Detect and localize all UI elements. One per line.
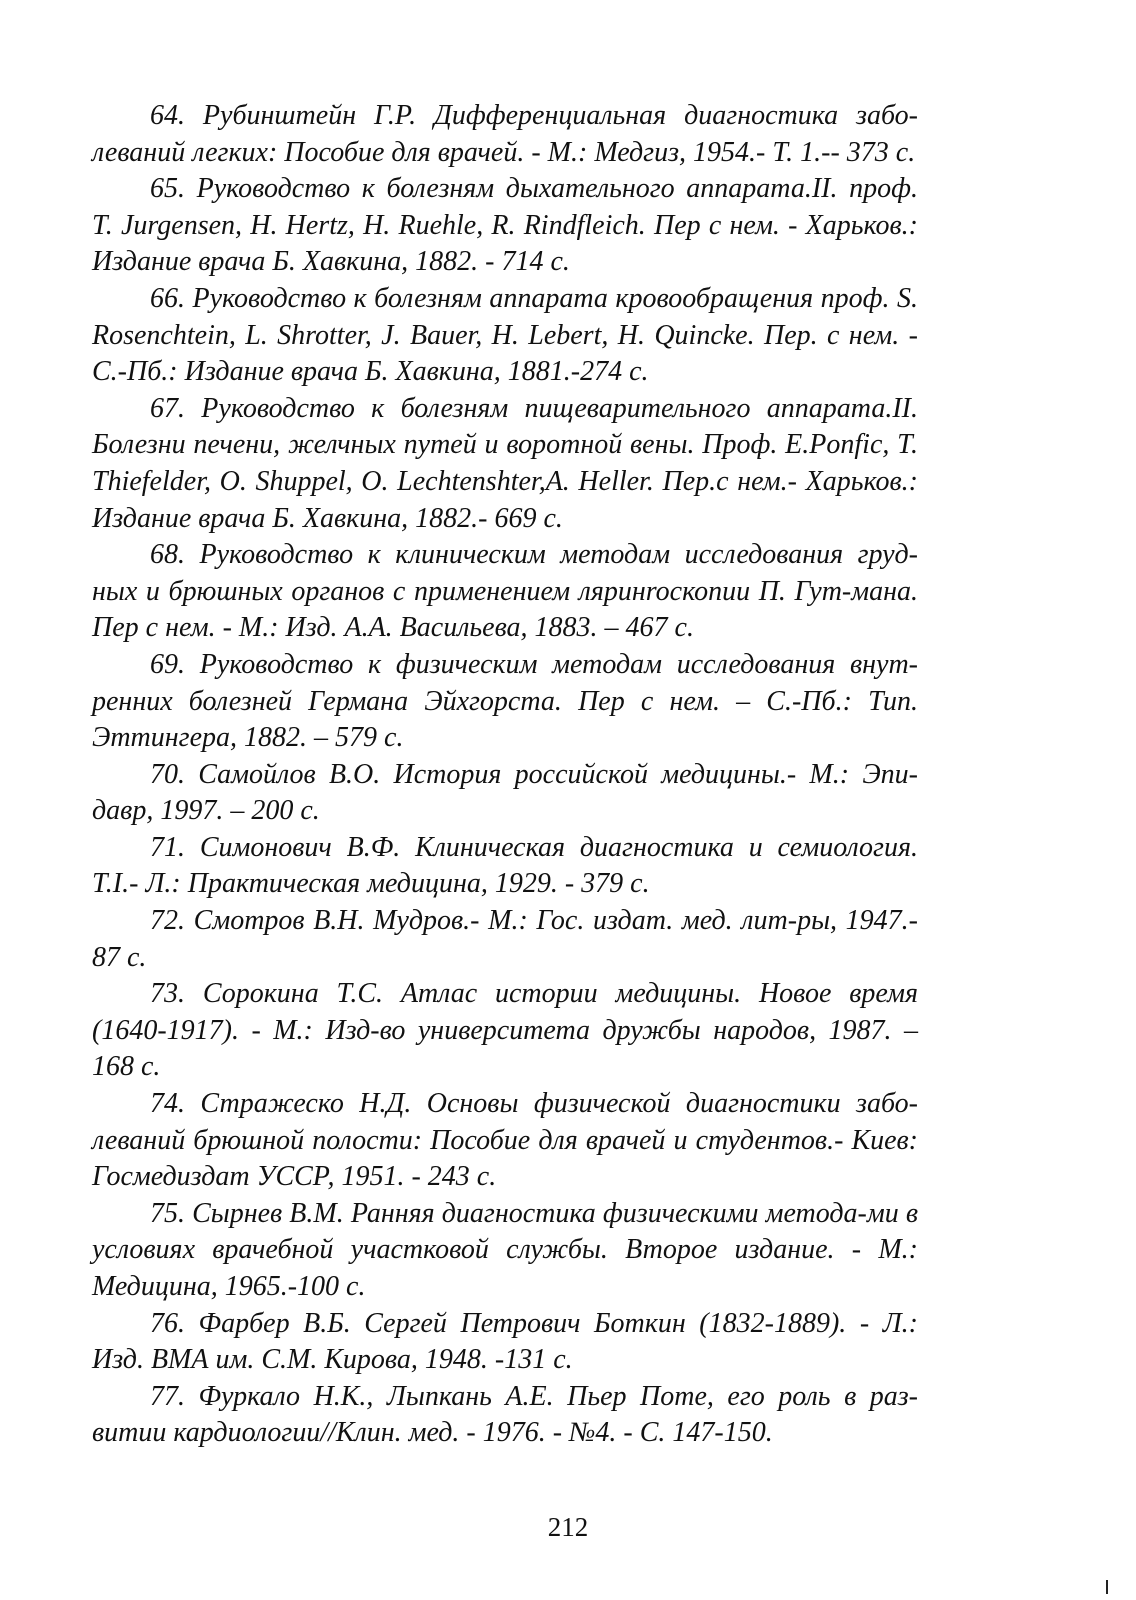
reference-66: 66. Руководство к болезням аппарата кровообращения проф. S. Rosenchtein, L. Shrotter, J. Bauer, Н. Lebert, Н. Quincke. Пер. с нем. - С.-Пб.: Издание врача Б. Хавкина, 1881.-274 с. — [92, 282, 918, 388]
reference-65: 65. Руководство к болезням дыхательного аппарата.II. проф. Т. Jurgensen, Н. Hertz, Н. Ruehle, R. Rindfleich. Пер с нем. - Харьков.: Издание врача Б. Хавкина, 1882. - 714 с. — [92, 173, 918, 278]
reference-73: 73. Сорокина Т.С. Атлас истории медицины. Новое время (1640-1917). - М.: Изд-во университета дружбы народов, 1987. – 168 с. — [92, 978, 918, 1083]
reference-64: 64. Рубинштейн Г.Р. Дифференциальная диагностика забо-леваний легких: Пособие для врачей. - М.: Медгиз, 1954.- Т. 1.-- 373 с. — [92, 100, 918, 168]
reference-70: 70. Самойлов В.О. История российской медицины.- М.: Эпи-давр, 1997. – 200 с. — [92, 758, 918, 827]
reference-69: 69. Руководство к физическим методам исследования внут-ренних болезней Германа Эйхгорста. Пер с нем. – С.-Пб.: Тип. Эттингера, 1882. – 579 с. — [92, 648, 918, 754]
scan-edge-mark — [1106, 1580, 1108, 1594]
reference-list — [92, 98, 918, 1452]
reference-72: 72. Смотров В.Н. Мудров.- М.: Гос. издат. мед. лит-ры, 1947.- 87 с. — [92, 905, 918, 973]
reference-67: 67. Руководство к болезням пищеварительного аппарата.II. Болезни печени, желчных путей и воротной вены. Проф. E.Ponfic, Т. Thiefelder, О. Shuppel, О. Lechtenshter,A. Heller. Пер.с нем.- Харьков.: Издание врача Б. Хавкина, 1882.- 669 с. — [92, 392, 918, 534]
reference-75: 75. Сырнев В.М. Ранняя диагностика физическими метода-ми в условиях врачебной участковой службы. Второе издание. - М.: Медицина, 1965.-100 с. — [92, 1197, 918, 1302]
reference-74: 74. Стражеско Н.Д. Основы физической диагностики забо-леваний брюшной полости: Пособие для врачей и студентов.- Киев: Госмедиздат УССР, 1951. - 243 с. — [92, 1088, 918, 1193]
reference-77: 77. Фуркало Н.К., Лыпкань А.Е. Пьер Поте, его роль в раз-витии кардиологии//Клин. мед. - 1976. - №4. - С. 147-150. — [92, 1380, 918, 1449]
page-number: 212 — [547, 1512, 589, 1542]
reference-76: 76. Фарбер В.Б. Сергей Петрович Боткин (1832-1889). - Л.: Изд. ВМА им. С.М. Кирова, 1948. -131 с. — [92, 1307, 918, 1376]
reference-71: 71. Симонович В.Ф. Клиническая диагностика и семиология. Т.I.- Л.: Практическая медицина, 1929. - 379 с. — [92, 831, 918, 900]
reference-68: 68. Руководство к клиническим методам исследования груд-ных и брюшных органов с применением ляринroскопии П. Гут-мана. Пер с нем. - М.: Изд. А.А. Васильева, 1883. – 467 с. — [92, 539, 918, 644]
